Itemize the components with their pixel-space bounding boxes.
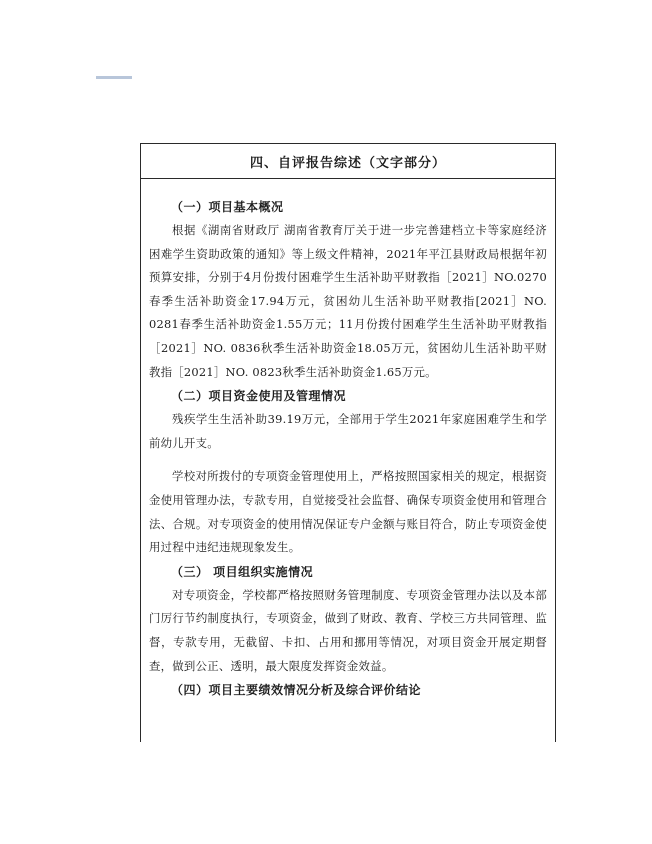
report-body — [149, 189, 547, 702]
heading-implementation: （三） 项目组织实施情况 — [171, 564, 314, 579]
heading-performance: （四）项目主要绩效情况分析及综合评价结论 — [171, 683, 422, 698]
heading-project-overview: （一）项目基本概况 — [171, 200, 284, 214]
paragraph-fund-usage-1: 残疾学生生活补助39.19万元，全部用于学生2021年家庭困难学生和学前幼儿开支。 — [149, 412, 547, 450]
paragraph-project-overview: 根据《湖南省财政厅 湖南省教育厅关于进一步完善建档立卡等家庭经济困难学生资助政策的通知》等上级文件精神，2021年平江县财政局根据年初预算安排，分别于4月份拨付困难学生生活补助平财教指［2021］NO.0270春季生活补助资金17.94万元，贫困幼儿生活补助平财教指[2021］NO. 0281春季生活补助资金1.55万元；11月份拨付困难学生生活补助平财教指［2021］NO. 0836秋季生活补助资金18.05万元，贫困幼儿生活补助平财教指［2021］NO. 0823秋季生活补助资金1.65万元。 — [149, 223, 547, 379]
paragraph-fund-usage-2: 学校对所拨付的专项资金管理使用上，严格按照国家相关的规定，根据资金使用管理办法，专款专用，自觉接受社会监督、确保专项资金使用和管理合法、合规。对专项资金的使用情况保证专户金额与账目符合，防止专项资金使用过程中违纪违规现象发生。 — [149, 469, 547, 555]
report-frame — [140, 143, 556, 742]
paragraph-implementation: 对专项资金，学校都严格按照财务管理制度、专项资金管理办法以及本部门厉行节约制度执行，专项资金，做到了财政、教育、学校三方共同管理、监督，专款专用，无截留、卡扣、占用和挪用等情况，对项目资金开展定期督查，做到公正、透明，最大限度发挥资金效益。 — [149, 587, 547, 673]
scan-artifact — [96, 76, 132, 79]
heading-fund-usage: （二）项目资金使用及管理情况 — [171, 389, 347, 404]
section-title: 四、自评报告综述（文字部分） — [249, 156, 446, 171]
header-divider — [141, 178, 555, 179]
